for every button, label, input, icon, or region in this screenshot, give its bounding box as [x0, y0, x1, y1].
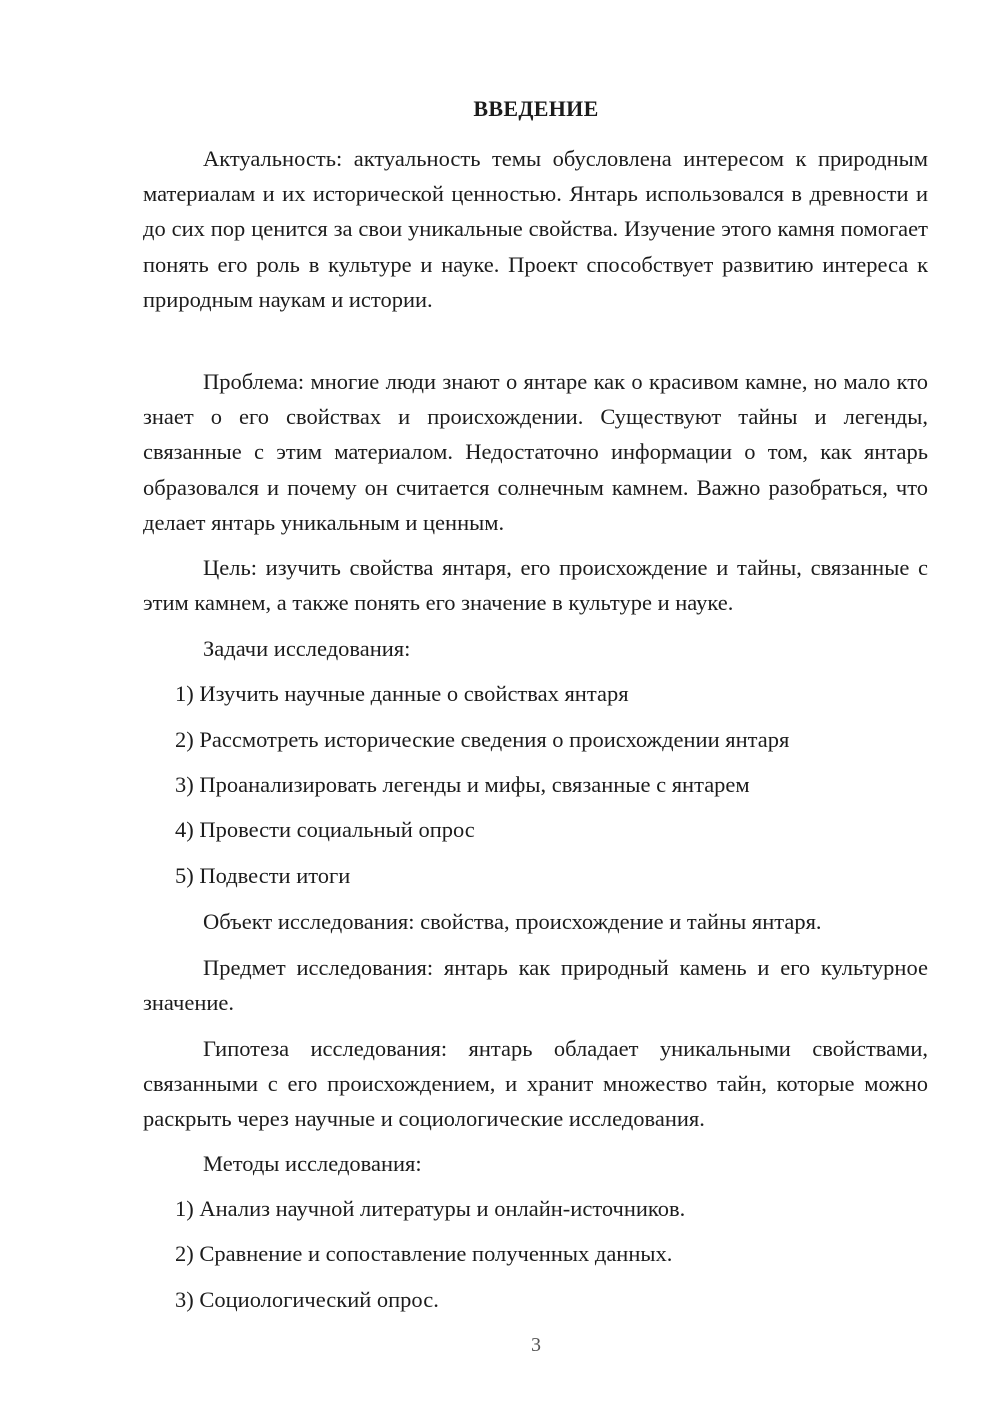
problem-paragraph: Проблема: многие люди знают о янтаре как о красивом камне, но мало кто знает о его свойствах и происхождении. Существуют тайны и легенды, связанные с этим материалом. Недостаточно информации о том, как янтарь образовался и почему он считается солнечным камнем. Важно разобраться, что делает янтарь уникальным и ценным. [143, 369, 928, 535]
page-title: ВВЕДЕНИЕ [473, 96, 599, 121]
hypothesis-paragraph: Гипотеза исследования: янтарь обладает уникальными свойствами, связанными с его происхождением, и хранит множество тайн, которые можно раскрыть через научные и социологические исследования. [143, 1036, 928, 1132]
list-item: 3) Проанализировать легенды и мифы, связанные с янтарем [175, 772, 750, 797]
list-item: 2) Рассмотреть исторические сведения о происхождении янтаря [175, 727, 790, 752]
methods-heading: Методы исследования: [203, 1151, 422, 1176]
list-item: 1) Изучить научные данные о свойствах янтаря [175, 681, 629, 706]
list-item: 4) Провести социальный опрос [175, 817, 475, 842]
tasks-heading: Задачи исследования: [203, 636, 411, 661]
page-number: 3 [531, 1334, 541, 1356]
subject-paragraph: Предмет исследования: янтарь как природный камень и его культурное значение. [143, 955, 928, 1016]
list-item: 3) Социологический опрос. [175, 1287, 439, 1312]
list-item: 1) Анализ научной литературы и онлайн-источников. [175, 1196, 686, 1221]
list-item: 2) Сравнение и сопоставление полученных данных. [175, 1241, 673, 1266]
relevance-paragraph: Актуальность: актуальность темы обусловлена интересом к природным материалам и их исторической ценностью. Янтарь использовался в древности и до сих пор ценится за свои уникальные свойства. Изучение этого камня помогает понять его роль в культуре и науке. Проект способствует развитию интереса к природным наукам и истории. [143, 146, 928, 312]
list-item: 5) Подвести итоги [175, 863, 351, 888]
goal-paragraph: Цель: изучить свойства янтаря, его происхождение и тайны, связанные с этим камнем, а также понять его значение в культуре и науке. [143, 555, 928, 616]
object-paragraph: Объект исследования: свойства, происхождение и тайны янтаря. [203, 909, 822, 934]
